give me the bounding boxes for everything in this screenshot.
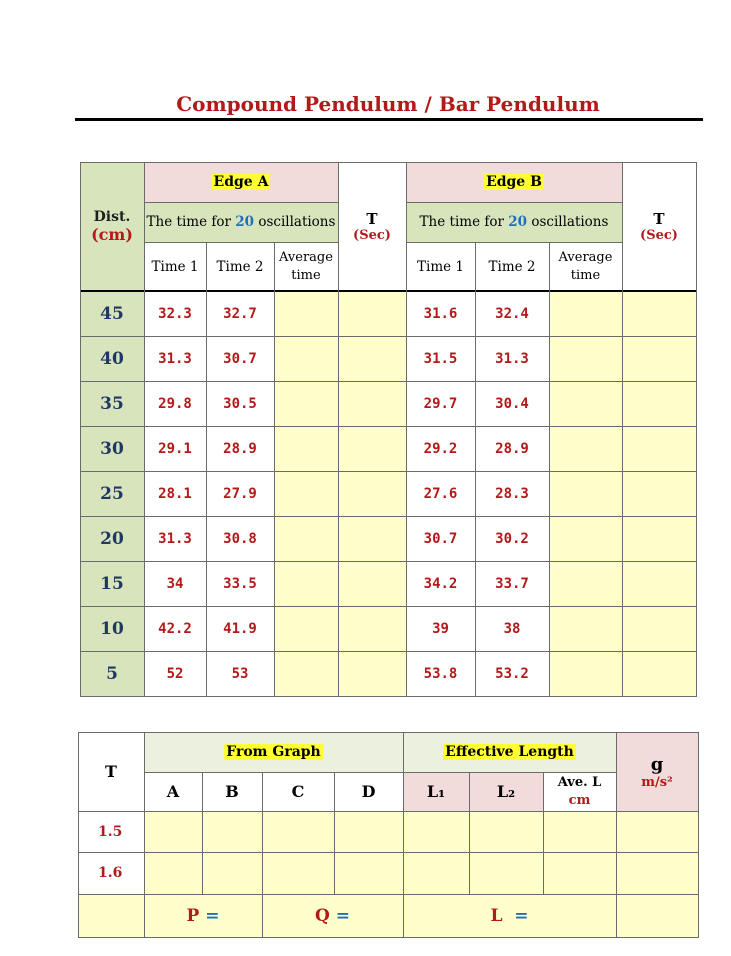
effective-length-header [403, 732, 616, 772]
average-time-header-b [549, 242, 622, 291]
time2-header-b [475, 242, 549, 291]
input-cell[interactable] [274, 336, 338, 381]
time-value: 31.3 [158, 530, 192, 547]
l2-header [469, 772, 543, 811]
time-value: 29.7 [423, 395, 458, 412]
dist-value: 10 [100, 618, 124, 639]
time-cell [144, 651, 206, 696]
grid-line [144, 242, 339, 243]
time-value: 28.1 [158, 485, 192, 502]
q-label: Q [315, 905, 330, 926]
dist-value: 5 [106, 663, 118, 684]
input-cell[interactable] [274, 561, 338, 606]
grid-line [262, 772, 263, 938]
equals-sign: = [502, 905, 529, 926]
input-cell[interactable] [622, 471, 696, 516]
time-cell [475, 291, 549, 336]
grid-line [80, 381, 697, 382]
input-cell[interactable] [202, 811, 262, 852]
oscillation-count: 20 [235, 214, 255, 230]
dist-value: 15 [100, 573, 124, 594]
oscillation-prefix: The time for [419, 214, 509, 230]
dist-cell [80, 381, 144, 426]
time-value: 28.3 [495, 485, 529, 502]
grid-line [78, 732, 699, 733]
grid-line [80, 426, 697, 427]
grid-line [206, 242, 207, 697]
time-cell [206, 426, 274, 471]
dist-value: 30 [100, 438, 124, 459]
input-cell[interactable] [274, 516, 338, 561]
dist-value: 25 [100, 483, 124, 504]
grid-line [80, 162, 81, 697]
input-cell[interactable] [274, 471, 338, 516]
dist-cell [80, 516, 144, 561]
grid-line [144, 772, 617, 773]
input-cell[interactable] [622, 516, 696, 561]
input-cell[interactable] [622, 381, 696, 426]
l1-label: L₁ [426, 782, 446, 801]
time-cell [144, 336, 206, 381]
time-cell [406, 426, 475, 471]
time-cell [406, 291, 475, 336]
time-value: 27.6 [423, 485, 458, 502]
grid-line [698, 732, 699, 938]
oscillation-suffix: oscillations [527, 214, 609, 230]
dist-value: 35 [100, 393, 124, 414]
grid-line [622, 162, 623, 697]
ave-l-unit: cm [568, 792, 591, 808]
time-value: 30.7 [223, 350, 257, 367]
title-underline [75, 118, 703, 121]
grid-line [80, 606, 697, 607]
l-label: L [490, 905, 503, 926]
time-cell [206, 606, 274, 651]
time-cell [406, 336, 475, 381]
ave-l-header [543, 772, 616, 811]
l2-label: L₂ [496, 782, 516, 801]
t-label: T [366, 210, 378, 228]
dist-value: 45 [100, 303, 124, 324]
grid-line [80, 290, 697, 292]
time-value: 30.2 [495, 530, 529, 547]
time2-label: Time 2 [488, 258, 536, 275]
dist-cell [80, 606, 144, 651]
grid-line [334, 772, 335, 895]
time-value: 38 [503, 620, 521, 637]
time-value: 31.6 [423, 305, 458, 322]
time-cell [206, 516, 274, 561]
time-label: time [291, 267, 321, 283]
p-result-cell[interactable] [144, 894, 262, 937]
time-value: 30.5 [223, 395, 257, 412]
time-value: 32.7 [223, 305, 257, 322]
dist-cell [80, 291, 144, 336]
dist-cell [80, 471, 144, 516]
time-cell [206, 291, 274, 336]
input-cell[interactable] [338, 426, 406, 471]
time-value: 30.8 [223, 530, 257, 547]
input-cell[interactable] [549, 471, 622, 516]
time-value: 28.9 [223, 440, 257, 457]
grid-line [549, 242, 550, 697]
time-value: 31.3 [495, 350, 529, 367]
time-cell [475, 651, 549, 696]
time-value: 27.9 [223, 485, 257, 502]
time-value: 31.3 [158, 350, 192, 367]
time2-header-a [206, 242, 274, 291]
t-header [78, 732, 144, 811]
input-cell[interactable] [338, 381, 406, 426]
input-cell[interactable] [338, 651, 406, 696]
grid-line [475, 242, 476, 697]
effective-length-label: Effective Length [445, 744, 574, 760]
input-cell[interactable] [144, 852, 202, 894]
column-label: C [291, 782, 305, 801]
time-value: 41.9 [223, 620, 257, 637]
q-result-cell[interactable] [262, 894, 403, 937]
time-value: 29.1 [158, 440, 192, 457]
grid-line [78, 852, 699, 853]
grid-line [274, 242, 275, 697]
input-cell[interactable] [549, 291, 622, 336]
grid-line [403, 732, 404, 938]
t-sec-header-b [622, 162, 696, 291]
average-label: Average [558, 249, 613, 265]
grid-line [144, 732, 145, 938]
equals-sign: = [199, 905, 220, 926]
time-cell [144, 606, 206, 651]
input-cell[interactable] [144, 811, 202, 852]
input-cell[interactable] [338, 516, 406, 561]
grid-line [469, 772, 470, 895]
grid-line [144, 162, 145, 697]
input-cell[interactable] [549, 426, 622, 471]
edge-b-header [406, 162, 622, 202]
time-cell [406, 381, 475, 426]
grid-line [78, 732, 79, 938]
from-graph-label: From Graph [226, 744, 321, 760]
t-row-cell [78, 811, 144, 852]
input-cell[interactable] [262, 852, 334, 894]
ave-l-label: Ave. L [557, 774, 602, 790]
dist-cell [80, 561, 144, 606]
input-cell[interactable] [338, 606, 406, 651]
time-value: 30.4 [495, 395, 529, 412]
column-header-c [262, 772, 334, 811]
oscillations-header-b [406, 202, 622, 242]
column-label: B [225, 782, 239, 801]
input-cell[interactable] [403, 811, 469, 852]
input-cell[interactable] [616, 811, 698, 852]
input-cell[interactable] [616, 852, 698, 894]
time-cell [206, 561, 274, 606]
grid-line [80, 162, 697, 163]
oscillation-count: 20 [508, 214, 528, 230]
input-cell[interactable] [338, 471, 406, 516]
from-graph-header [144, 732, 403, 772]
edge-a-label: Edge A [213, 174, 269, 190]
oscillations-header-a [144, 202, 338, 242]
grid-line [202, 772, 203, 895]
time-value: 34 [166, 575, 184, 592]
average-label: Average [279, 249, 333, 265]
time-cell [475, 561, 549, 606]
grid-line [80, 516, 697, 517]
grid-line [78, 937, 699, 938]
grid-line [144, 202, 339, 203]
time-value: 39 [432, 620, 449, 637]
grid-line [406, 162, 407, 697]
input-cell[interactable] [274, 651, 338, 696]
grid-line [406, 202, 623, 203]
t-unit: (Sec) [640, 228, 678, 243]
oscillation-suffix: oscillations [254, 214, 336, 230]
time-value: 32.3 [158, 305, 192, 322]
dist-value: 40 [100, 348, 124, 369]
time-value: 29.8 [158, 395, 192, 412]
edge-a-header [144, 162, 338, 202]
input-cell[interactable] [549, 516, 622, 561]
t-sec-header-a [338, 162, 406, 291]
time-cell [475, 336, 549, 381]
time-cell [206, 651, 274, 696]
dist-label: Dist. [93, 209, 131, 225]
time-value: 33.7 [495, 575, 529, 592]
time-cell [475, 381, 549, 426]
grid-line [78, 894, 699, 895]
input-cell[interactable] [549, 561, 622, 606]
oscillation-prefix: The time for [146, 214, 236, 230]
time-cell [206, 336, 274, 381]
input-cell[interactable] [274, 606, 338, 651]
dist-value: 20 [100, 528, 124, 549]
time-value: 53 [231, 665, 249, 682]
t-unit: (Sec) [353, 228, 391, 243]
column-label: D [361, 782, 376, 801]
column-header-d [334, 772, 403, 811]
g-result-cell[interactable] [616, 894, 698, 937]
time-value: 33.5 [223, 575, 257, 592]
input-cell[interactable] [622, 606, 696, 651]
input-cell[interactable] [338, 336, 406, 381]
grid-line [543, 772, 544, 895]
input-cell[interactable] [549, 651, 622, 696]
input-cell[interactable] [202, 852, 262, 894]
time-cell [475, 426, 549, 471]
time-cell [406, 651, 475, 696]
input-cell[interactable] [622, 561, 696, 606]
time-cell [144, 561, 206, 606]
t-label: T [653, 210, 665, 228]
input-cell[interactable] [334, 852, 403, 894]
time-value: 42.2 [158, 620, 192, 637]
l1-header [403, 772, 469, 811]
time-cell [206, 381, 274, 426]
input-cell[interactable] [543, 852, 616, 894]
time-value: 32.4 [495, 305, 529, 322]
grid-line [80, 471, 697, 472]
time1-header-b [406, 242, 475, 291]
g-header [616, 732, 698, 811]
time-cell [144, 471, 206, 516]
time-cell [206, 471, 274, 516]
input-cell[interactable] [274, 291, 338, 336]
time1-label: Time 1 [151, 258, 199, 275]
time-cell [144, 516, 206, 561]
t-row-cell [78, 852, 144, 894]
g-unit: m/s² [641, 774, 673, 790]
time-cell [406, 516, 475, 561]
column-header-b [202, 772, 262, 811]
input-cell[interactable] [469, 852, 543, 894]
dist-unit: (cm) [91, 225, 133, 244]
time1-label: Time 1 [417, 258, 464, 275]
grid-line [338, 162, 339, 697]
input-cell[interactable] [549, 381, 622, 426]
grid-line [696, 162, 697, 697]
t-row-value: 1.5 [98, 823, 123, 840]
time1-header-a [144, 242, 206, 291]
input-cell[interactable] [622, 426, 696, 471]
t-row-value: 1.6 [98, 865, 123, 881]
l-result-cell[interactable] [403, 894, 616, 937]
edge-b-label: Edge B [486, 174, 542, 190]
page-title: Compound Pendulum / Bar Pendulum [176, 92, 600, 116]
input-cell[interactable] [274, 381, 338, 426]
time-value: 53.8 [423, 665, 458, 682]
time-cell [475, 606, 549, 651]
input-cell[interactable] [274, 426, 338, 471]
time-cell [406, 606, 475, 651]
column-header-a [144, 772, 202, 811]
input-cell[interactable] [543, 811, 616, 852]
input-cell[interactable] [338, 561, 406, 606]
grid-line [80, 696, 697, 697]
input-cell[interactable] [622, 291, 696, 336]
input-cell[interactable] [549, 606, 622, 651]
input-cell[interactable] [549, 336, 622, 381]
grid-line [80, 336, 697, 337]
time-value: 30.7 [423, 530, 458, 547]
time-label: time [570, 267, 601, 283]
time-value: 53.2 [495, 665, 529, 682]
time-cell [475, 471, 549, 516]
input-cell[interactable] [403, 852, 469, 894]
dist-cell [80, 651, 144, 696]
input-cell[interactable] [78, 894, 144, 937]
input-cell[interactable] [469, 811, 543, 852]
time-cell [406, 561, 475, 606]
time-value: 31.5 [423, 350, 458, 367]
time-value: 29.2 [423, 440, 458, 457]
time-value: 52 [166, 665, 184, 682]
time-cell [144, 426, 206, 471]
grid-line [80, 651, 697, 652]
time-cell [144, 381, 206, 426]
column-label: A [166, 782, 180, 801]
grid-line [78, 811, 699, 812]
time-cell [406, 471, 475, 516]
dist-cell [80, 426, 144, 471]
time-value: 28.9 [495, 440, 529, 457]
input-cell[interactable] [334, 811, 403, 852]
equals-sign: = [329, 905, 350, 926]
input-cell[interactable] [338, 291, 406, 336]
time-value: 34.2 [423, 575, 458, 592]
grid-line [616, 732, 617, 938]
input-cell[interactable] [622, 336, 696, 381]
dist-header [80, 162, 144, 291]
average-time-header-a [274, 242, 338, 291]
p-label: P [186, 905, 200, 926]
g-label: g [650, 753, 664, 775]
input-cell[interactable] [262, 811, 334, 852]
dist-cell [80, 336, 144, 381]
grid-line [80, 561, 697, 562]
grid-line [406, 242, 623, 243]
input-cell[interactable] [622, 651, 696, 696]
t-label: T [105, 762, 117, 781]
time2-label: Time 2 [216, 258, 264, 275]
time-cell [144, 291, 206, 336]
time-cell [475, 516, 549, 561]
